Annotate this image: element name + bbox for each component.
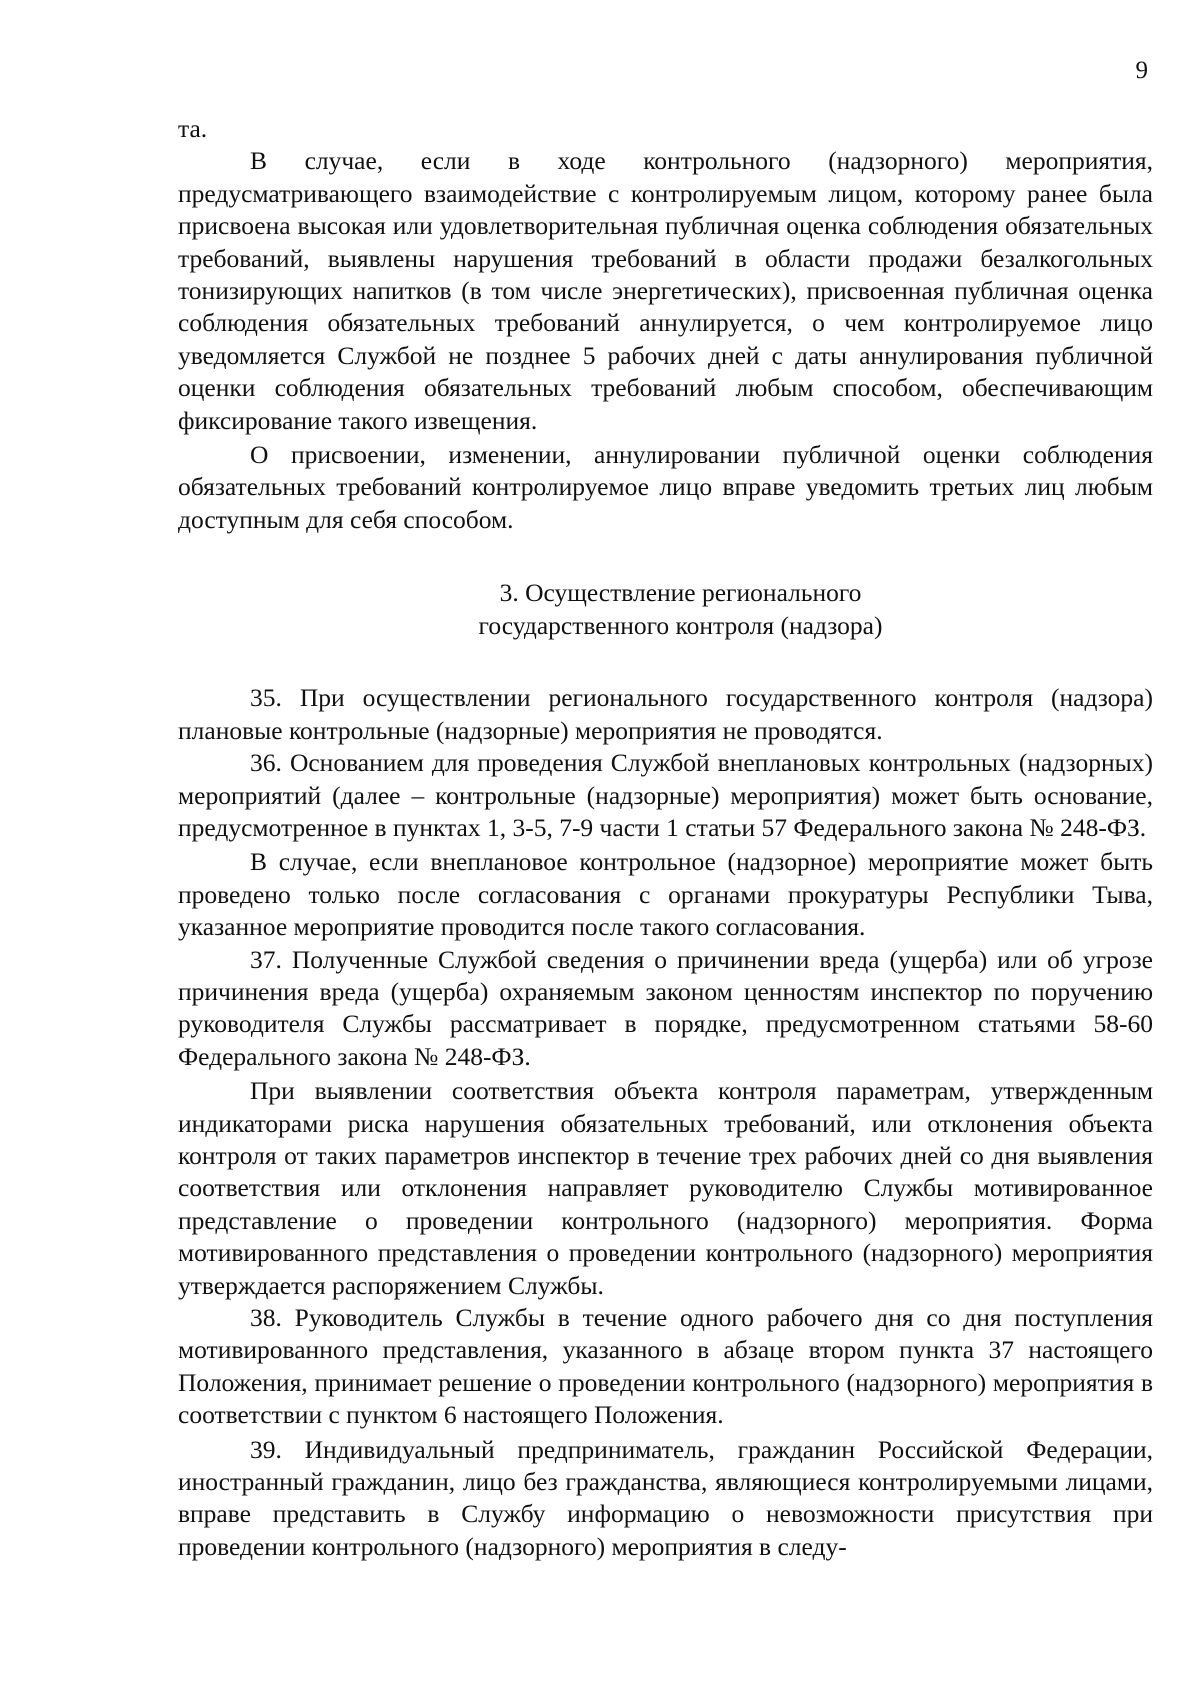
paragraph-risk-indicators: При выявлении соответствия объекта контроля параметрам, утвержденным индикаторами риска нарушения обязательных требований, или отклонения объекта контроля от таких параметров инспектор в течение трех рабочих дней со дня выявления соответствия или отклонения направляет руководителю Службы мотивированное представление о проведении контрольного (надзорного) мероприятия. Форма мотивированного представления о проведении контрольного (надзорного) мероприятия утверждается распоряжением Службы. — [178, 1076, 1153, 1300]
page-number: 9 — [1135, 57, 1148, 84]
paragraph-continuation: та. — [178, 114, 208, 143]
section-heading-line-1: 3. Осуществление регионального — [499, 578, 862, 608]
paragraph-item-36: 36. Основанием для проведения Службой внеплановых контрольных (надзорных) мероприятий (далее – контрольные (надзорные) мероприятия) может быть основание, предусмотренное в пунктах 1, 3-5, 7-9 части 1 статьи 57 Федерального закона № 248-ФЗ. — [178, 748, 1153, 842]
paragraph-item-35: 35. При осуществлении регионального государственного контроля (надзора) плановые контрольные (надзорные) мероприятия не проводятся. — [178, 683, 1153, 745]
paragraph-item-38: 38. Руководитель Службы в течение одного рабочего дня со дня поступления мотивированного представления, указанного в абзаце втором пункта 37 настоящего Положения, принимает решение о проведении контрольного (надзорного) мероприятия в соответствии с пунктом 6 настоящего Положения. — [178, 1303, 1153, 1430]
paragraph-annulment: В случае, если в ходе контрольного (надзорного) мероприятия, предусматривающего взаимодействие с контролируемым лицом, которому ранее была присвоена высокая или удовлетворительная публичная оценка соблюдения обязательных требований, выявлены нарушения требований в области продажи безалкогольных тонизирующих напитков (в том числе энергетических), присвоенная публичная оценка соблюдения обязательных требований аннулируется, о чем контролируемое лицо уведомляется Службой не позднее 5 рабочих дней с даты аннулирования публичной оценки соблюдения обязательных требований любым способом, обеспечивающим фиксирование такого извещения. — [178, 146, 1153, 435]
document-body — [178, 113, 1153, 1563]
paragraph-prosecutor-agreement: В случае, если внеплановое контрольное (надзорное) мероприятие может быть проведено только после согласования с органами прокуратуры Республики Тыва, указанное мероприятие проводится после такого согласования. — [178, 847, 1153, 942]
section-heading-line-2: государственного контроля (надзора) — [478, 611, 883, 641]
paragraph-item-39: 39. Индивидуальный предприниматель, гражданин Российской Федерации, иностранный гражданин, лицо без гражданства, являющиеся контролируемыми лицами, вправе представить в Службу информацию о невозможности присутствия при проведении контрольного (надзорного) мероприятия в следу- — [178, 1434, 1153, 1561]
section-heading — [178, 576, 1153, 642]
paragraph-notification: О присвоении, изменении, аннулировании публичной оценки соблюдения обязательных требований контролируемое лицо вправе уведомить третьих лиц любым доступным для себя способом. — [178, 440, 1153, 534]
paragraph-item-37: 37. Полученные Службой сведения о причинении вреда (ущерба) или об угрозе причинения вреда (ущерба) охраняемым законом ценностям инспектор по поручению руководителя Службы рассматривает в порядке, предусмотренном статьями 58-60 Федерального закона № 248-ФЗ. — [178, 944, 1153, 1071]
